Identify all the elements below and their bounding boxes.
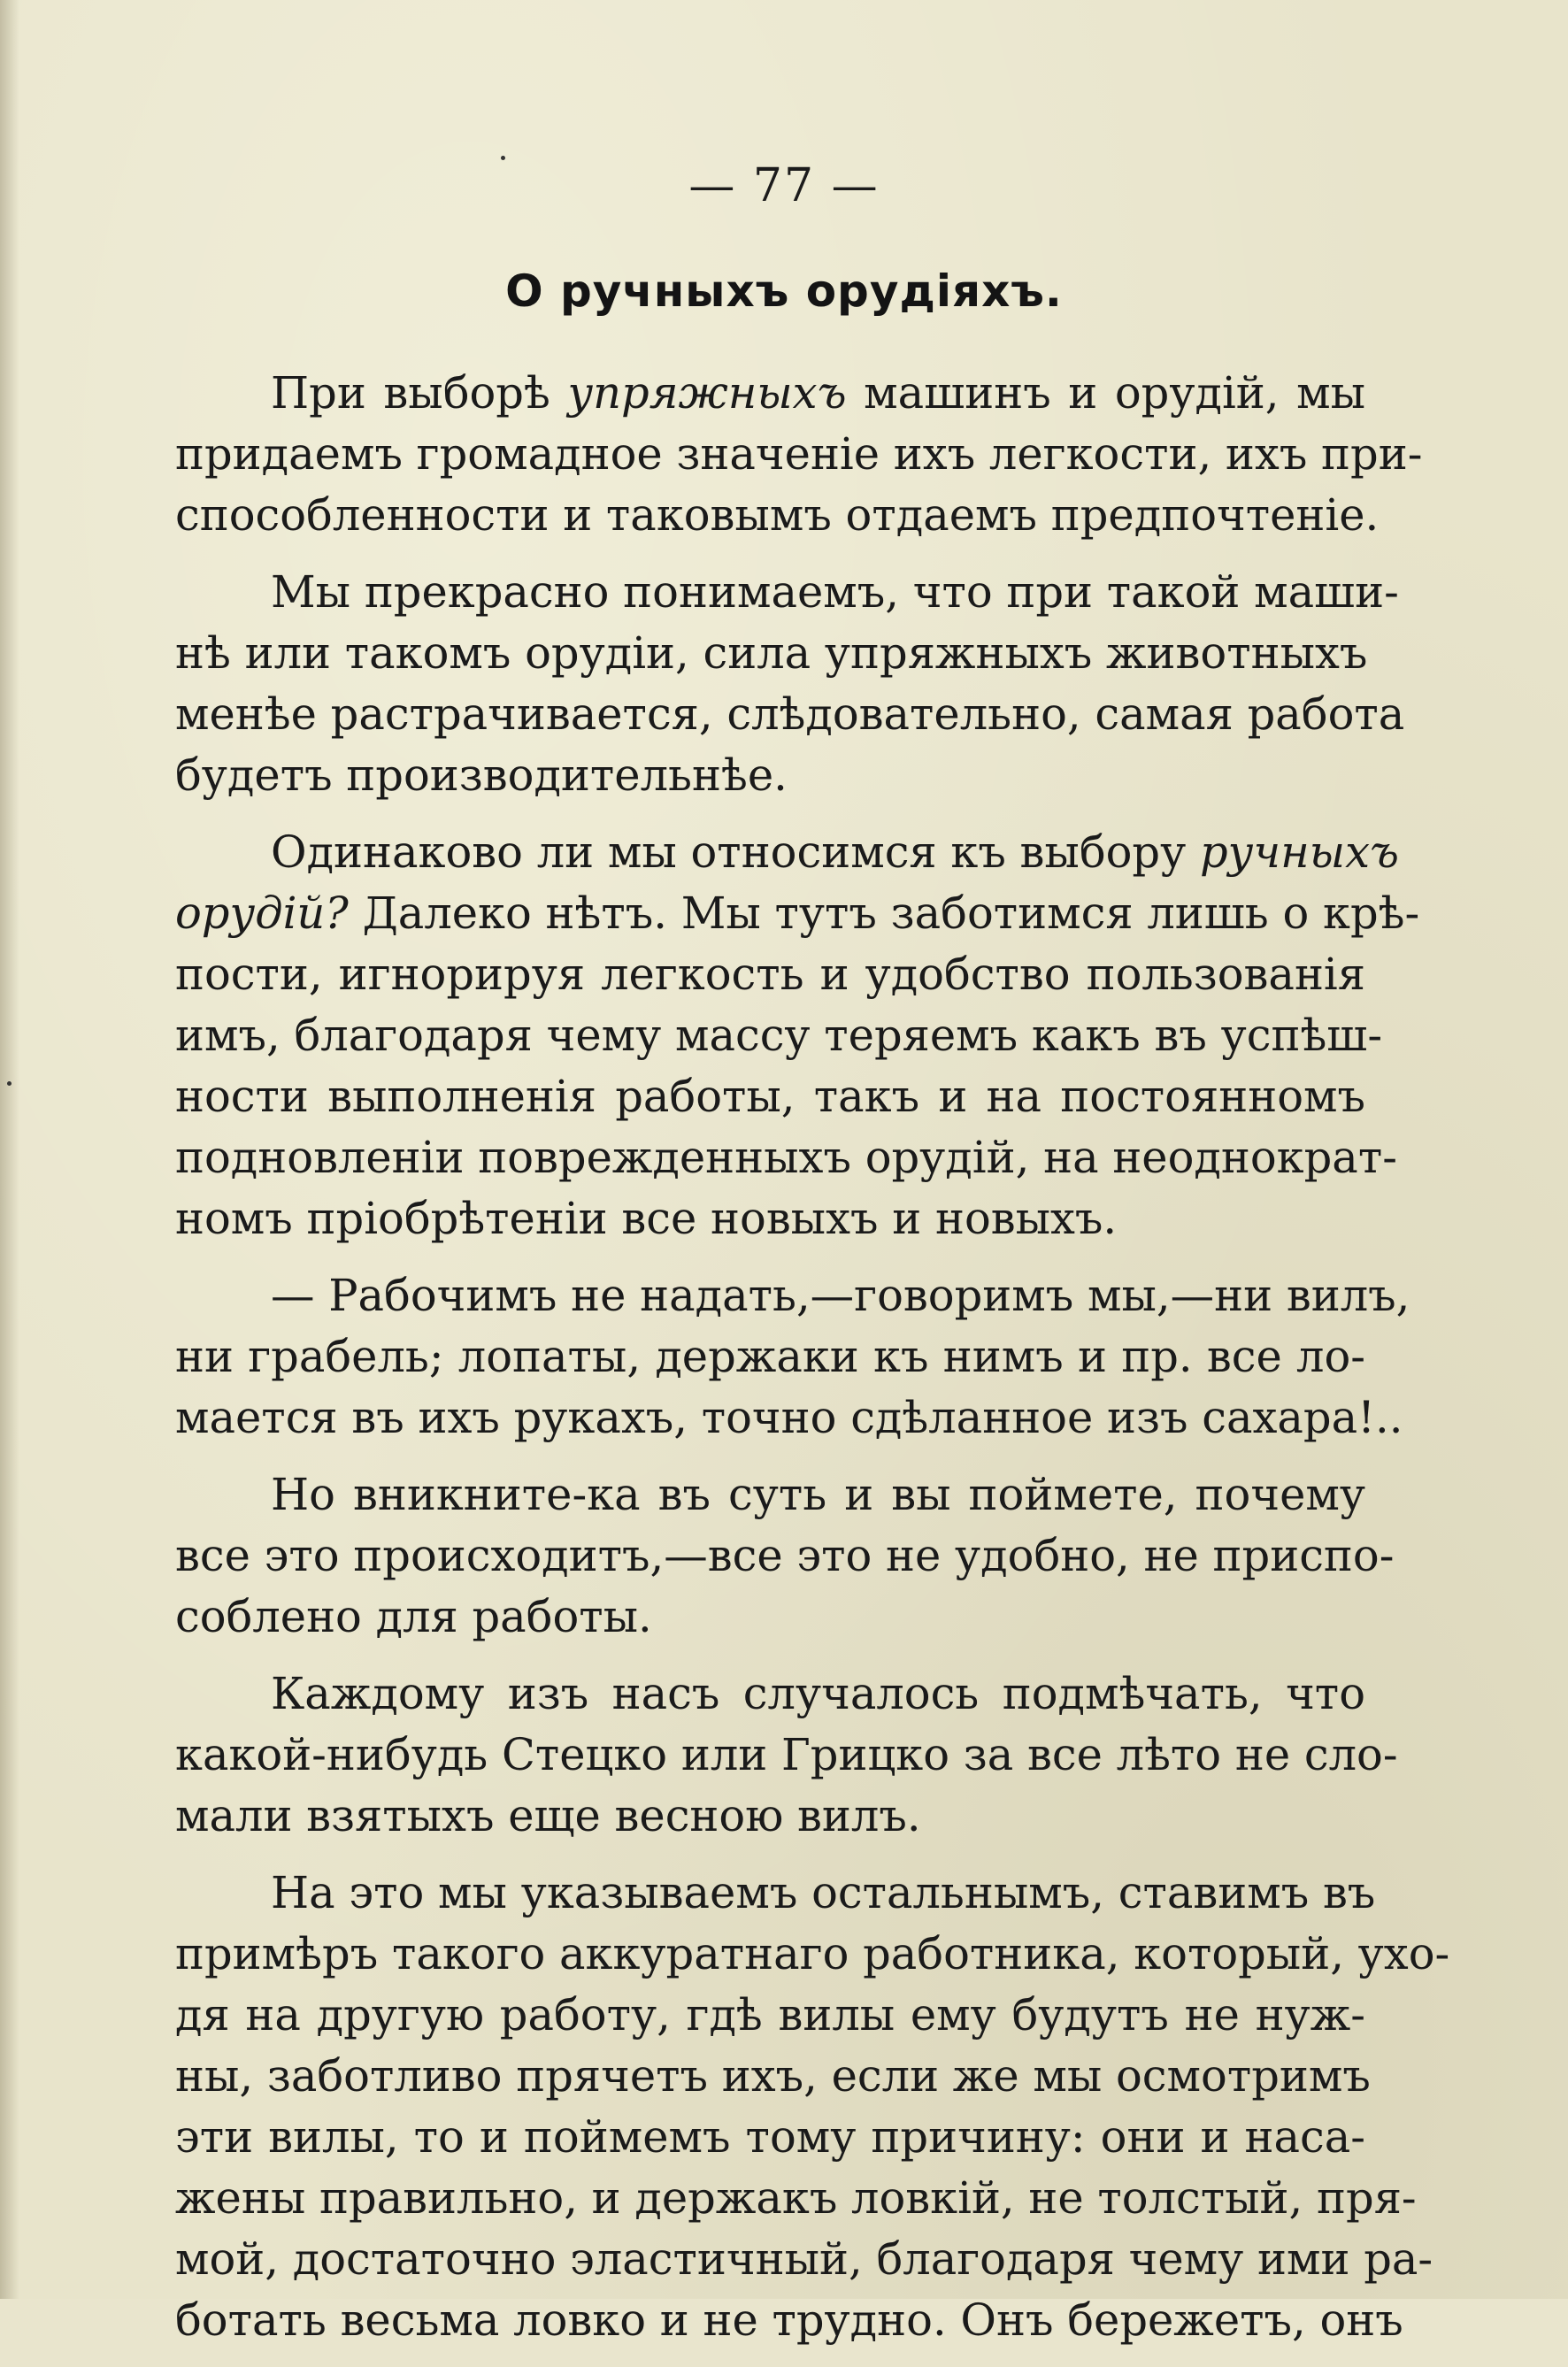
italic-term: ручныхъ [1199,826,1399,878]
text-line: подновленіи поврежденныхъ орудій, на неоднократ- [175,1132,1397,1183]
text-line: пости, игнорируя легкость и удобство пользованія [175,949,1365,1000]
text-line: ботать весьма ловко и не трудно. Онъ бережетъ, онъ [175,2294,1403,2346]
italic-term: упряжныхъ [567,367,847,419]
text-line: способленности и таковымъ отдаемъ предпочтеніе. [175,489,1380,541]
text-line: Одинаково ли мы относимся къ выбору ручныхъ [271,826,1399,878]
text-line: жены правильно, и держакъ ловкій, не толстый, пря- [175,2172,1417,2224]
text-line: орудій? Далеко нѣтъ. Мы тутъ заботимся лишь о крѣ- [175,888,1420,939]
text-line: номъ пріобрѣтеніи все новыхъ и новыхъ. [175,1193,1118,1244]
paragraph [175,363,1423,546]
text-line: нѣ или такомъ орудіи, сила упряжныхъ животныхъ [175,627,1368,679]
italic-term: орудій? [175,888,349,939]
paragraph [175,1265,1410,1449]
body-text [175,363,1450,2367]
paragraph [175,1464,1395,1648]
text-line: — Рабочимъ не надать,—говоримъ мы,—ни вилъ, [271,1270,1410,1321]
text-line: какой-нибудь Стецко или Грицко за все лѣто не сло- [175,1729,1398,1780]
text-line: мается въ ихъ рукахъ, точно сдѣланное изъ сахара!.. [175,1392,1403,1443]
text-line: примѣръ такого аккуратнаго работника, который, ухо- [175,1928,1450,1979]
text-line: ни грабель; лопаты, держаки къ нимъ и пр. все ло- [175,1331,1365,1382]
text-line: мали взятыхъ еще весною вилъ. [175,1790,921,1841]
text-line: Мы прекрасно понимаемъ, что при такой маши- [271,566,1399,618]
text-line: Но вникните-ка въ суть и вы поймете, почему [271,1469,1365,1520]
text-line: придаемъ громадное значеніе ихъ легкости, ихъ при- [175,428,1423,480]
text-line: имъ, благодаря чему массу теряемъ какъ въ успѣш- [175,1010,1383,1061]
page-number: — 77 — [688,159,880,212]
text-line: ности выполненія работы, такъ и на постоянномъ [175,1071,1365,1122]
text-line: На это мы указываемъ остальнымъ, ставимъ въ [271,1867,1376,1918]
paragraph [175,1664,1398,1847]
text-line: мой, достаточно эластичный, благодаря чему ими ра- [175,2233,1433,2285]
text-line: менѣе растрачивается, слѣдовательно, самая работа [175,688,1405,740]
text-line: ны, заботливо прячетъ ихъ, если же мы осмотримъ [175,2050,1371,2102]
text-line: эти вилы, то и поймемъ тому причину: они и наса- [175,2111,1365,2163]
text-line: будетъ производительнѣе. [175,749,788,801]
text-line: дя на другую работу, гдѣ вилы ему будутъ не нуж- [175,1989,1365,2040]
paragraph [175,822,1420,1249]
text-line: При выборѣ упряжныхъ машинъ и орудій, мы [271,367,1365,419]
paragraph [175,1863,1450,2351]
text-line: соблено для работы. [175,1591,652,1642]
section-heading: О ручныхъ орудіяхъ. [505,265,1063,317]
ink-speck [7,1081,12,1086]
text-line: все это происходитъ,—все это не удобно, не приспо- [175,1530,1395,1581]
page-binding-shadow [0,0,19,2299]
text-line: Каждому изъ насъ случалось подмѣчать, что [271,1668,1365,1719]
paragraph [175,562,1405,806]
